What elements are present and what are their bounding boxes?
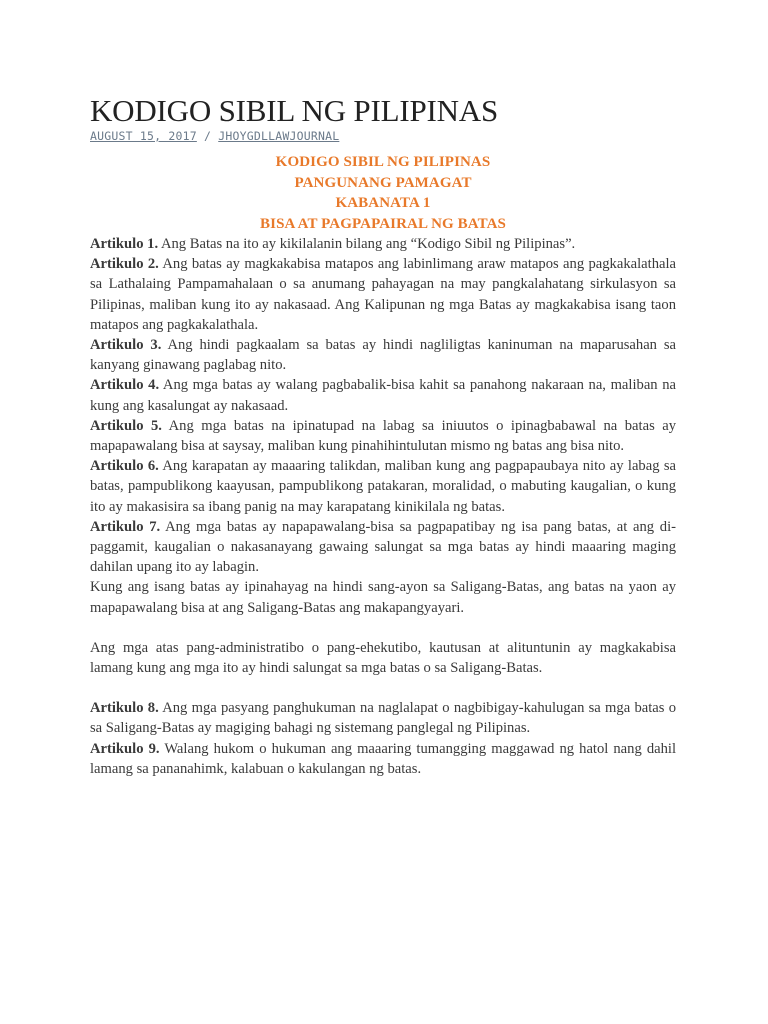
page-title: KODIGO SIBIL NG PILIPINAS — [90, 93, 499, 128]
article-text: Ang Batas na ito ay kikilalanin bilang ang “Kodigo Sibil ng Pilipinas”. — [158, 236, 576, 252]
paragraph-spacer — [90, 618, 676, 638]
article-label: Artikulo 9. — [90, 740, 160, 757]
article-label: Artikulo 3. — [90, 337, 162, 354]
article-body — [90, 234, 676, 779]
article-text: Walang hukom o hukuman ang maaaring tumangging maggawad ng hatol nang dahil lamang sa pananahimk, kalabuan o kakulangan ng batas. — [90, 740, 677, 777]
article-7-paragraph-3: Ang mga atas pang-administratibo o pang-ehekutibo, kautusan at alituntunin ay magkakabisa lamang kung ang mga ito ay hindi salungat sa mga batas o sa Saligang-Batas. — [90, 639, 676, 677]
article-text: Ang mga batas ay walang pagbabalik-bisa kahit sa panahong nakaraan na, maliban na kung ang kasalungat ay nakasaad. — [90, 377, 676, 414]
article-6 — [90, 456, 676, 517]
section-headings — [90, 152, 676, 234]
article-text: Ang mga batas ay napapawalang-bisa sa pagpapatibay ng isa pang batas, at ang di-paggamit, kaugalian o nakasanayang gawaing salungat sa mga batas ay hindi maaaring maging dahilan upang ito ay labagin. — [90, 518, 677, 576]
article-label: Artikulo 2. — [90, 256, 159, 273]
article-text: Ang mga pasyang panghukuman na naglalapat o nagbibigay-kahulugan sa mga batas o sa Saligang-Batas ay magiging bahagi ng sistemang panglegal ng Pilipinas. — [90, 700, 676, 737]
paragraph-spacer — [90, 678, 676, 698]
article-label: Artikulo 1. — [90, 236, 159, 252]
heading-preliminary-title: PANGUNANG PAMAGAT — [294, 174, 472, 191]
meta-separator: / — [196, 129, 219, 143]
article-label: Artikulo 6. — [90, 458, 159, 475]
article-label: Artikulo 8. — [90, 700, 159, 717]
article-label: Artikulo 7. — [90, 518, 161, 535]
article-5 — [90, 416, 676, 456]
document-page — [90, 92, 676, 779]
article-label: Artikulo 5. — [90, 417, 162, 434]
heading-chapter: KABANATA 1 — [335, 195, 431, 211]
heading-code-title: KODIGO SIBIL NG PILIPINAS — [275, 154, 491, 170]
article-text: Ang hindi pagkaalam sa batas ay hindi nagliligtas kaninuman na maparusahan sa kanyang ginawang paglabag nito. — [90, 337, 677, 374]
heading-chapter-title: BISA AT PAGPAPAIRAL NG BATAS — [260, 215, 506, 232]
post-author-link[interactable]: JHOYGDLLAWJOURNAL — [218, 129, 340, 143]
article-1 — [90, 234, 676, 254]
post-meta — [90, 128, 676, 144]
article-text: Ang batas ay magkakabisa matapos ang labinlimang araw matapos ang pagkakalathala sa Lathalaing Pampamahalaan o sa anumang pahayagan na may pangkalahatang sirkulasyon sa Pilipinas, maliban kung ito ay nakasaad. Ang Kalipunan ng mga Batas ay magkakabisa isang taon matapos ang pagkakalathala. — [90, 256, 676, 333]
article-8 — [90, 698, 676, 738]
article-7 — [90, 517, 676, 578]
article-text: Ang mga batas na ipinatupad na labag sa iniuutos o ipinagbabawal na batas ay mapapawalang bisa at saysay, maliban kung pinahihintulutan mismo ng batas ang bisa nito. — [90, 417, 677, 455]
post-date-link[interactable]: AUGUST 15, 2017 — [90, 129, 197, 143]
article-3 — [90, 335, 676, 375]
article-2 — [90, 254, 676, 335]
article-text: Ang karapatan ay maaaring talikdan, maliban kung ang pagpapaubaya nito ay labag sa batas, pampublikong kaayusan, pampublikong patakaran, moralidad, o mabuting kaugalian, o kung ito ay makasisira sa ibang panig na may karapatang kinikilala ng batas. — [90, 458, 677, 515]
article-9 — [90, 739, 676, 779]
article-4 — [90, 375, 676, 415]
article-7-paragraph-2: Kung ang isang batas ay ipinahayag na hindi sang-ayon sa Saligang-Batas, ang batas na yaon ay mapapawalang bisa at ang Saligang-Batas ang makapangyayari. — [90, 579, 676, 616]
article-label: Artikulo 4. — [90, 377, 160, 394]
